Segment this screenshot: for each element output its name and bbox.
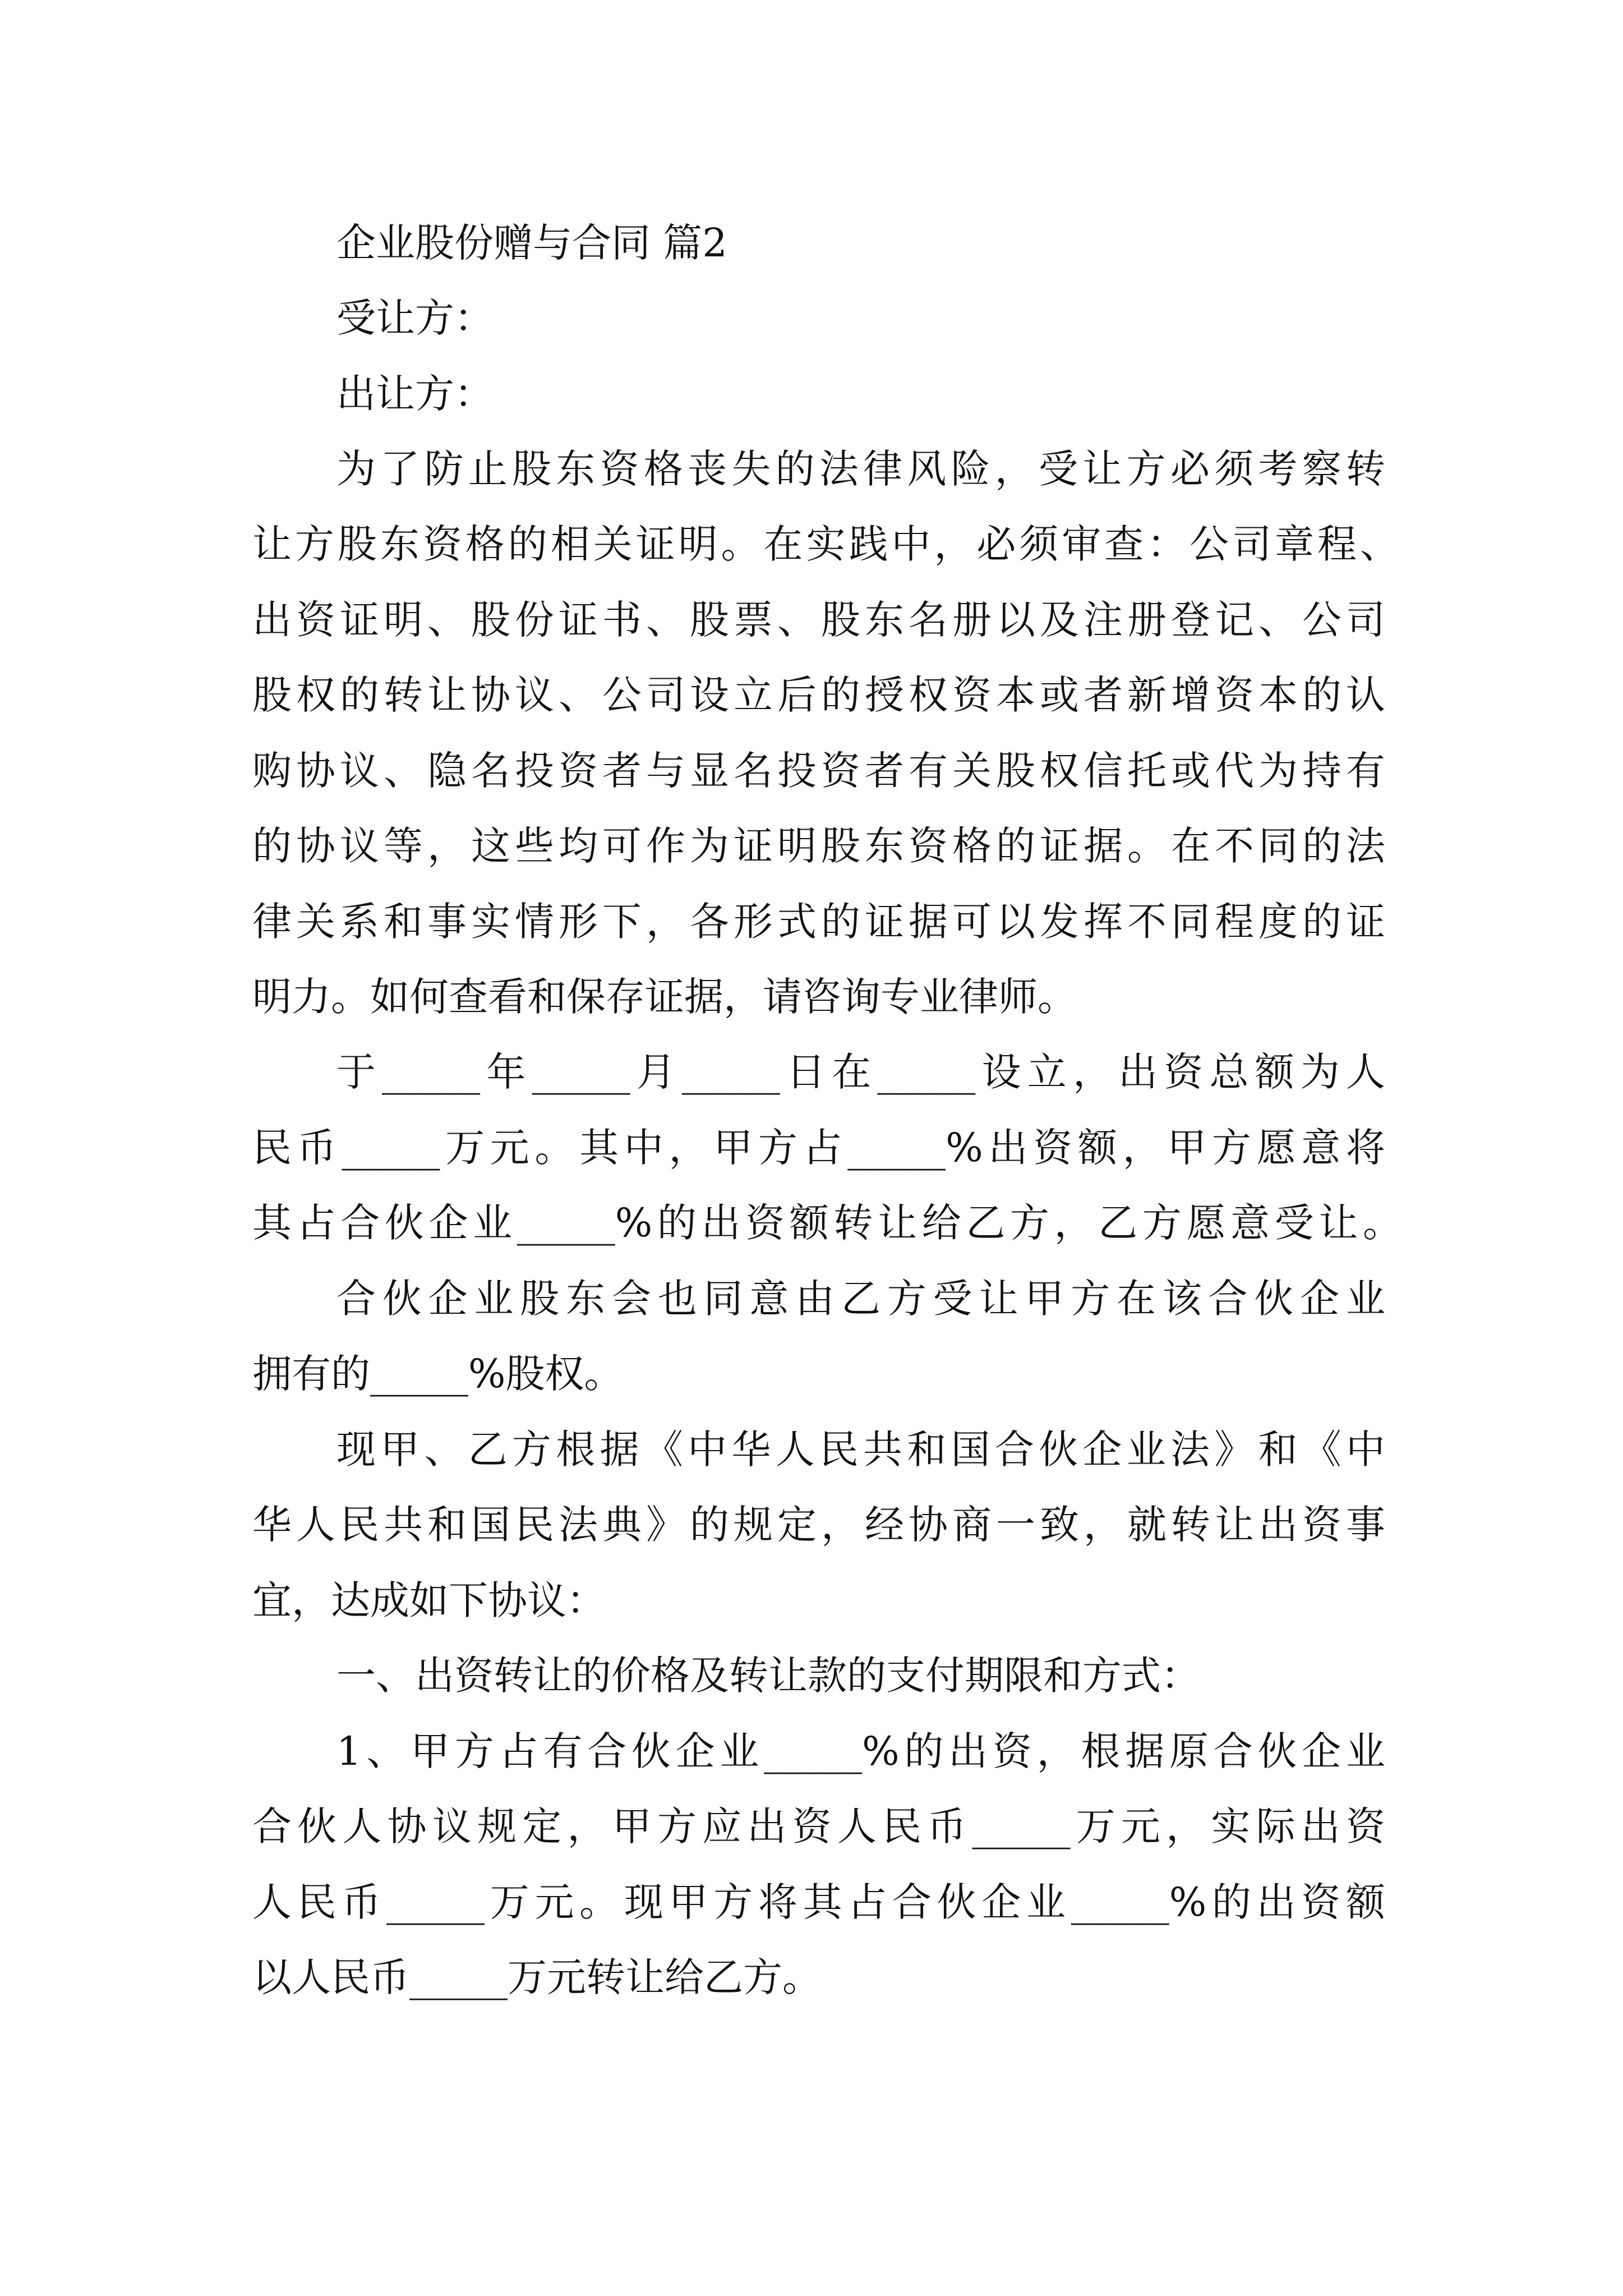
para1-line: 明力。如何查看和保存证据，请咨询专业律师。 [252, 974, 1077, 1020]
para1-line: 出资证明、股份证书、股票、股东名册以及注册登记、公司 [252, 597, 1385, 643]
para1-line: 购协议、隐名投资者与显名投资者有关股权信托或代为持有 [252, 748, 1385, 794]
para1-line: 的协议等，这些均可作为证明股东资格的证据。在不同的法 [252, 823, 1385, 869]
para3-line: 拥有的_____%股权。 [252, 1351, 624, 1397]
clause1-line: 以人民币_____万元转让给乙方。 [252, 1954, 822, 2000]
para1-line: 股权的转让协议、公司设立后的授权资本或者新增资本的认 [252, 672, 1385, 718]
para1-line: 律关系和事实情形下，各形式的证据可以发挥不同程度的证 [252, 899, 1385, 945]
para4-line: 华人民共和国民法典》的规定，经协商一致，就转让出资事 [252, 1502, 1385, 1548]
transferee-label: 受让方： [336, 295, 494, 341]
para2-line: 于_____年_____月_____日在_____设立，出资总额为人 [336, 1049, 1385, 1095]
para2-line: 民币_____万元。其中，甲方占_____%出资额，甲方愿意将 [252, 1125, 1385, 1171]
para1-line: 为了防止股东资格丧失的法律风险，受让方必须考察转 [336, 446, 1385, 492]
clause1-line: 合伙人协议规定，甲方应出资人民币_____万元，实际出资 [252, 1803, 1385, 1849]
para3-line: 合伙企业股东会也同意由乙方受让甲方在该合伙企业 [336, 1276, 1385, 1322]
clause1-line: 1、甲方占有合伙企业_____%的出资，根据原合伙企业 [336, 1728, 1385, 1774]
transferor-label: 出让方： [336, 371, 494, 417]
para4-line: 宜，达成如下协议： [252, 1577, 606, 1623]
clause1-line: 人民币_____万元。现甲方将其占合伙企业_____%的出资额 [252, 1879, 1385, 1925]
document-title: 企业股份赠与合同 篇2 [336, 220, 727, 266]
para1-line: 让方股东资格的相关证明。在实践中，必须审查：公司章程、 [252, 521, 1399, 567]
para4-line: 现甲、乙方根据《中华人民共和国合伙企业法》和《中 [336, 1427, 1385, 1473]
section-heading: 一、出资转让的价格及转让款的支付期限和方式： [336, 1653, 1200, 1699]
para2-line: 其占合伙企业_____%的出资额转让给乙方，乙方愿意受让。 [252, 1200, 1402, 1246]
